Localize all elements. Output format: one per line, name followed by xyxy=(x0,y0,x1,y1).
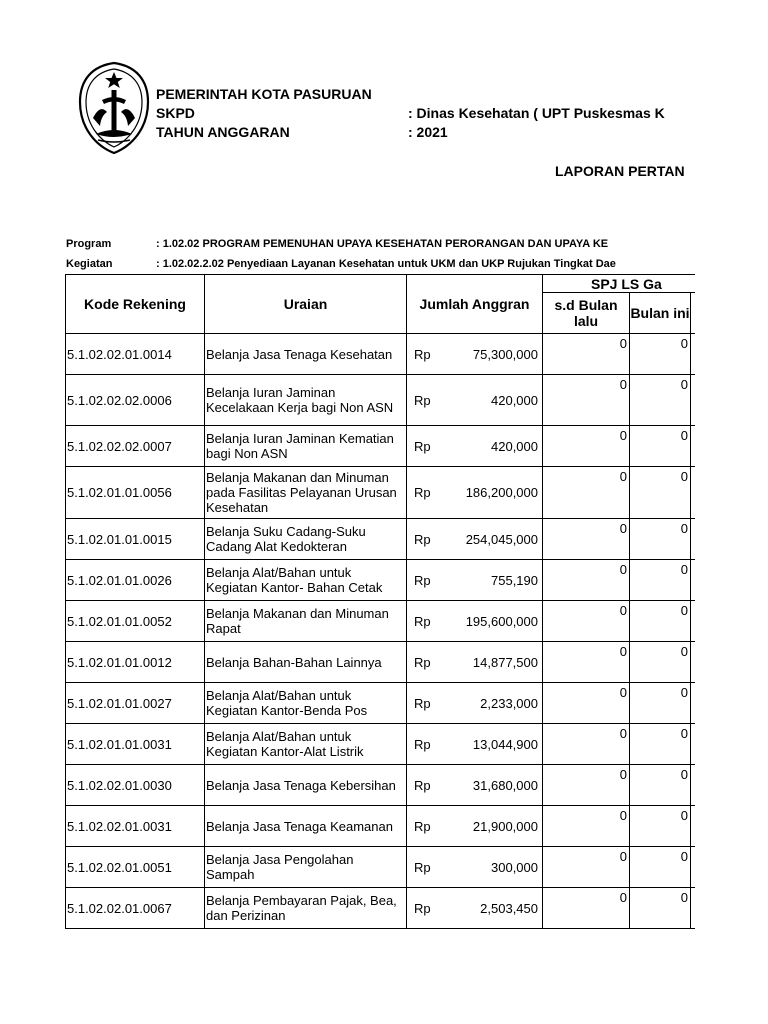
table-row xyxy=(66,683,696,724)
table-row xyxy=(66,888,696,929)
extra-cell xyxy=(691,683,696,724)
currency-cell: Rp xyxy=(407,334,439,375)
sd-bulan-lalu-cell: 0 xyxy=(543,765,630,806)
table-row xyxy=(66,642,696,683)
table-row xyxy=(66,560,696,601)
jumlah-anggaran-cell: 75,300,000 xyxy=(439,334,543,375)
kode-rekening-cell: 5.1.02.01.01.0031 xyxy=(66,724,205,765)
header-uraian: Uraian xyxy=(205,275,407,334)
bulan-ini-cell: 0 xyxy=(630,806,691,847)
uraian-cell: Belanja Suku Cadang-Suku Cadang Alat Kedokteran xyxy=(205,519,407,560)
table-row xyxy=(66,724,696,765)
currency-cell: Rp xyxy=(407,560,439,601)
header-sd-bulan-lalu: s.d Bulan lalu xyxy=(543,293,630,334)
jumlah-anggaran-cell: 195,600,000 xyxy=(439,601,543,642)
bulan-ini-cell: 0 xyxy=(630,375,691,426)
program-value: : 1.02.02 PROGRAM PEMENUHAN UPAYA KESEHATAN PERORANGAN DAN UPAYA KE xyxy=(156,238,609,250)
kegiatan-value: : 1.02.02.2.02 Penyediaan Layanan Kesehatan untuk UKM dan UKP Rujukan Tingkat Dae xyxy=(156,258,616,270)
uraian-cell: Belanja Jasa Tenaga Kesehatan xyxy=(205,334,407,375)
extra-cell xyxy=(691,765,696,806)
extra-cell xyxy=(691,467,696,519)
table-row xyxy=(66,334,696,375)
uraian-cell: Belanja Alat/Bahan untuk Kegiatan Kantor- Bahan Cetak xyxy=(205,560,407,601)
sd-bulan-lalu-cell: 0 xyxy=(543,847,630,888)
currency-cell: Rp xyxy=(407,467,439,519)
jumlah-anggaran-cell: 254,045,000 xyxy=(439,519,543,560)
sd-bulan-lalu-cell: 0 xyxy=(543,560,630,601)
uraian-cell: Belanja Alat/Bahan untuk Kegiatan Kantor-Benda Pos xyxy=(205,683,407,724)
sd-bulan-lalu-cell: 0 xyxy=(543,724,630,765)
bulan-ini-cell: 0 xyxy=(630,601,691,642)
uraian-cell: Belanja Bahan-Bahan Lainnya xyxy=(205,642,407,683)
kode-rekening-cell: 5.1.02.02.01.0067 xyxy=(66,888,205,929)
sd-bulan-lalu-cell: 0 xyxy=(543,683,630,724)
kode-rekening-cell: 5.1.02.01.01.0056 xyxy=(66,467,205,519)
bulan-ini-cell: 0 xyxy=(630,724,691,765)
bulan-ini-cell: 0 xyxy=(630,765,691,806)
sd-bulan-lalu-cell: 0 xyxy=(543,601,630,642)
header-row xyxy=(66,275,696,293)
extra-cell xyxy=(691,724,696,765)
extra-cell xyxy=(691,375,696,426)
uraian-cell: Belanja Alat/Bahan untuk Kegiatan Kantor-Alat Listrik xyxy=(205,724,407,765)
sd-bulan-lalu-cell: 0 xyxy=(543,426,630,467)
uraian-cell: Belanja Iuran Jaminan Kematian bagi Non ASN xyxy=(205,426,407,467)
header-jumlah-anggran: Jumlah Anggran xyxy=(407,275,543,334)
currency-cell: Rp xyxy=(407,519,439,560)
jumlah-anggaran-cell: 420,000 xyxy=(439,426,543,467)
table-row xyxy=(66,467,696,519)
extra-cell xyxy=(691,847,696,888)
bulan-ini-cell: 0 xyxy=(630,642,691,683)
table-row xyxy=(66,519,696,560)
currency-cell: Rp xyxy=(407,426,439,467)
jumlah-anggaran-cell: 300,000 xyxy=(439,847,543,888)
jumlah-anggaran-cell: 21,900,000 xyxy=(439,806,543,847)
bulan-ini-cell: 0 xyxy=(630,334,691,375)
extra-cell xyxy=(691,806,696,847)
extra-cell xyxy=(691,426,696,467)
jumlah-anggaran-cell: 755,190 xyxy=(439,560,543,601)
kode-rekening-cell: 5.1.02.02.01.0014 xyxy=(66,334,205,375)
table-row xyxy=(66,601,696,642)
jumlah-anggaran-cell: 14,877,500 xyxy=(439,642,543,683)
uraian-cell: Belanja Jasa Tenaga Keamanan xyxy=(205,806,407,847)
header-extra xyxy=(691,293,696,334)
currency-cell: Rp xyxy=(407,806,439,847)
bulan-ini-cell: 0 xyxy=(630,560,691,601)
kode-rekening-cell: 5.1.02.02.02.0006 xyxy=(66,375,205,426)
uraian-cell: Belanja Iuran Jaminan Kecelakaan Kerja bagi Non ASN xyxy=(205,375,407,426)
extra-cell xyxy=(691,519,696,560)
table-row xyxy=(66,806,696,847)
jumlah-anggaran-cell: 31,680,000 xyxy=(439,765,543,806)
extra-cell xyxy=(691,642,696,683)
currency-cell: Rp xyxy=(407,601,439,642)
currency-cell: Rp xyxy=(407,683,439,724)
currency-cell: Rp xyxy=(407,375,439,426)
header-spj-ls: SPJ LS Ga xyxy=(543,275,696,293)
extra-cell xyxy=(691,560,696,601)
extra-cell xyxy=(691,888,696,929)
header-bulan-ini: Bulan ini xyxy=(630,293,691,334)
jumlah-anggaran-cell: 420,000 xyxy=(439,375,543,426)
bulan-ini-cell: 0 xyxy=(630,847,691,888)
skpd-label: SKPD xyxy=(156,105,195,121)
kode-rekening-cell: 5.1.02.01.01.0027 xyxy=(66,683,205,724)
kode-rekening-cell: 5.1.02.02.02.0007 xyxy=(66,426,205,467)
uraian-cell: Belanja Makanan dan Minuman pada Fasilitas Pelayanan Urusan Kesehatan xyxy=(205,467,407,519)
bulan-ini-cell: 0 xyxy=(630,888,691,929)
sd-bulan-lalu-cell: 0 xyxy=(543,888,630,929)
table-row xyxy=(66,847,696,888)
uraian-cell: Belanja Jasa Tenaga Kebersihan xyxy=(205,765,407,806)
header-kode-rekening: Kode Rekening xyxy=(66,275,205,334)
jumlah-anggaran-cell: 2,233,000 xyxy=(439,683,543,724)
sd-bulan-lalu-cell: 0 xyxy=(543,334,630,375)
skpd-value: : Dinas Kesehatan ( UPT Puskesmas K xyxy=(408,105,665,121)
uraian-cell: Belanja Pembayaran Pajak, Bea, dan Perizinan xyxy=(205,888,407,929)
sd-bulan-lalu-cell: 0 xyxy=(543,519,630,560)
kegiatan-label: Kegiatan xyxy=(66,258,113,270)
jumlah-anggaran-cell: 186,200,000 xyxy=(439,467,543,519)
kode-rekening-cell: 5.1.02.01.01.0026 xyxy=(66,560,205,601)
sd-bulan-lalu-cell: 0 xyxy=(543,806,630,847)
report-title: LAPORAN PERTAN xyxy=(555,163,685,179)
sd-bulan-lalu-cell: 0 xyxy=(543,375,630,426)
kode-rekening-cell: 5.1.02.02.01.0031 xyxy=(66,806,205,847)
table-row xyxy=(66,765,696,806)
kode-rekening-cell: 5.1.02.01.01.0015 xyxy=(66,519,205,560)
uraian-cell: Belanja Makanan dan Minuman Rapat xyxy=(205,601,407,642)
jumlah-anggaran-cell: 2,503,450 xyxy=(439,888,543,929)
bulan-ini-cell: 0 xyxy=(630,426,691,467)
currency-cell: Rp xyxy=(407,765,439,806)
kode-rekening-cell: 5.1.02.02.01.0030 xyxy=(66,765,205,806)
table-row xyxy=(66,375,696,426)
currency-cell: Rp xyxy=(407,847,439,888)
kode-rekening-cell: 5.1.02.01.01.0052 xyxy=(66,601,205,642)
currency-cell: Rp xyxy=(407,642,439,683)
bulan-ini-cell: 0 xyxy=(630,683,691,724)
program-label: Program xyxy=(66,238,112,250)
budget-table xyxy=(65,274,695,929)
sd-bulan-lalu-cell: 0 xyxy=(543,642,630,683)
tahun-anggaran-value: : 2021 xyxy=(408,124,448,140)
extra-cell xyxy=(691,334,696,375)
sd-bulan-lalu-cell: 0 xyxy=(543,467,630,519)
uraian-cell: Belanja Jasa Pengolahan Sampah xyxy=(205,847,407,888)
extra-cell xyxy=(691,601,696,642)
kode-rekening-cell: 5.1.02.02.01.0051 xyxy=(66,847,205,888)
currency-cell: Rp xyxy=(407,888,439,929)
currency-cell: Rp xyxy=(407,724,439,765)
bulan-ini-cell: 0 xyxy=(630,519,691,560)
kode-rekening-cell: 5.1.02.01.01.0012 xyxy=(66,642,205,683)
tahun-anggaran-label: TAHUN ANGGARAN xyxy=(156,124,290,140)
jumlah-anggaran-cell: 13,044,900 xyxy=(439,724,543,765)
bulan-ini-cell: 0 xyxy=(630,467,691,519)
organization-name: PEMERINTAH KOTA PASURUAN xyxy=(156,86,372,102)
table-row xyxy=(66,426,696,467)
